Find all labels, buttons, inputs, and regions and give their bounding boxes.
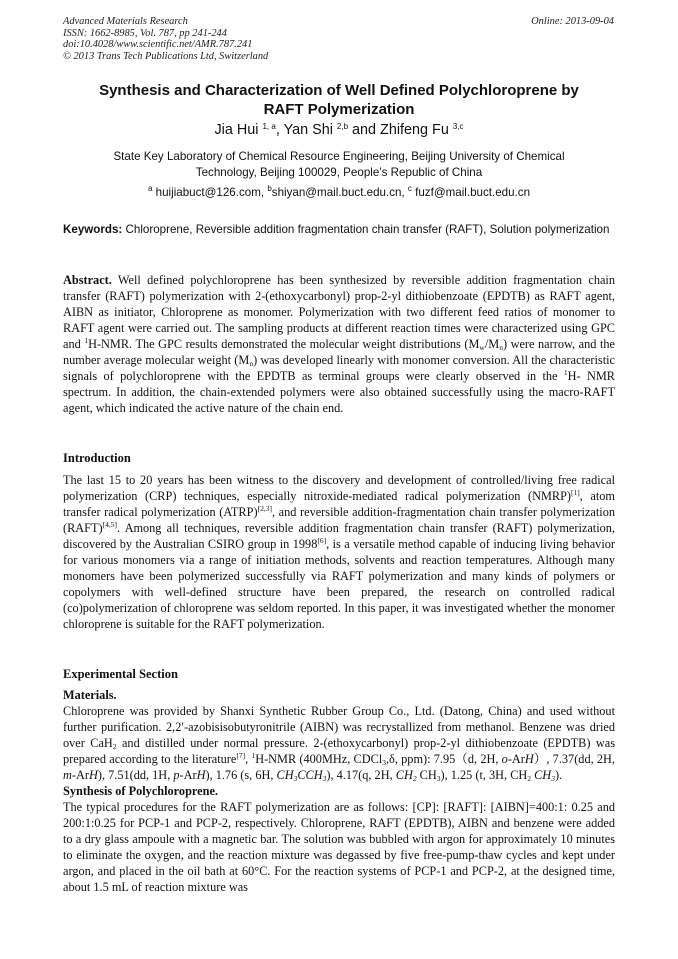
email-marker-c: c (407, 184, 412, 193)
materials-paragraph (63, 703, 615, 783)
citation-ref: [2,3] (257, 504, 272, 513)
affiliation-line-2: Technology, Beijing 100029, People’s Republic of China (195, 166, 483, 179)
abstract-text: /M (484, 337, 500, 351)
materials-italic: CH (395, 768, 413, 782)
materials-italic: p (173, 768, 180, 782)
affiliation-line-1: State Key Laboratory of Chemical Resource Engineering, Beijing University of Chemical (113, 150, 565, 163)
abstract-label: Abstract. (63, 273, 112, 287)
email-marker-b: b (267, 184, 272, 193)
affiliation (63, 149, 615, 181)
intro-text: The last 15 to 20 years has been witness to the discovery and development of controlled/living free radical polymerization (CRP) techniques, especially nitroxide-mediated radical polymerization (NMRP) (63, 473, 615, 503)
intro-text: , atom transfer radical polymerization (ATRP) (63, 489, 615, 519)
author-separator: and (348, 122, 381, 138)
citation-ref: [4,5] (102, 520, 117, 529)
keywords-label: Keywords: (63, 223, 123, 236)
materials-text: ）, 7.37(dd, 2H, (533, 752, 615, 766)
paper-title (63, 81, 615, 119)
abstract-sup: 1 (84, 336, 89, 345)
email-a: huijiabuct@126.com, (152, 186, 268, 199)
materials-text: -Ar (507, 752, 525, 766)
author-separator: , (275, 122, 284, 138)
materials-text: , (245, 752, 252, 766)
abstract-text: H-NMR. The GPC results demonstrated the molecular weight distributions (M (88, 337, 480, 351)
keywords-text: Chloroprene, Reversible addition fragmentation chain transfer (RAFT), Solution polymerization (122, 223, 610, 236)
author-2-affil: 2,b (336, 122, 349, 131)
materials-sup: 1 (251, 751, 256, 760)
materials-italic: o (501, 752, 508, 766)
materials-sub: 2 (412, 774, 417, 783)
journal-name: Advanced Materials Research (63, 16, 188, 27)
materials-italic: H (88, 768, 98, 782)
title-line-1: Synthesis and Characterization of Well Defined Polychloroprene by (99, 82, 579, 99)
citation-ref: [1] (571, 488, 580, 497)
citation-ref: [6] (317, 536, 327, 545)
author-list (63, 121, 615, 139)
materials-text: ), 1.76 (s, 6H, (205, 768, 277, 782)
author-3: Zhifeng Fu (380, 122, 449, 138)
email-b: shiyan@mail.buct.edu.cn, (271, 186, 408, 199)
materials-sub: 3 (293, 774, 298, 783)
materials-text: ), 7.51(dd, 1H, (97, 768, 174, 782)
journal-header (63, 16, 268, 62)
author-1-affil: 1, a (262, 122, 276, 131)
abstract-block (63, 272, 615, 416)
email-marker-a: a (147, 184, 153, 193)
abstract-sub: n (499, 343, 503, 352)
materials-italic: H (524, 752, 534, 766)
abstract-text: Well defined polychloroprene has been synthesized by reversible addition fragmentation chain transfer (RAFT) polymerization with 2-(ethoxycarbonyl) prop-2-yl dithiobenzoate (EPDTB) as RAFT agent, AIBN as initiator, Chloroprene as monomer. Polymerization with two different feed ratios of monomer to RAFT agent were carried out. The sampling products at different reaction times were characterized using GPC and (63, 273, 615, 351)
materials-sub: 2 (112, 742, 117, 751)
materials-sub: 3 (436, 774, 441, 783)
materials-text: -Ar (179, 768, 197, 782)
title-line-2: RAFT Polymerization (263, 101, 415, 118)
materials-text: and distilled under normal pressure. 2-(ethoxycarbonyl) prop-2-yl dithiobenzoate (EPDTB) was prepared according to the literature (63, 736, 615, 766)
materials-sub: 2 (527, 774, 532, 783)
materials-text: CH (416, 768, 437, 782)
author-1: Jia Hui (214, 122, 259, 138)
abstract-text: ) was developed linearly with monomer conversion. All the characteristic signals of polychloroprene with the EPDTB as terminal groups were clearly observed in the (63, 353, 616, 383)
materials-sub: 3 (322, 774, 327, 783)
author-3-affil: 3,c (452, 122, 464, 131)
materials-text: ), 4.17(q, 2H, (326, 768, 396, 782)
materials-text: -Ar (71, 768, 89, 782)
abstract-sub: n (249, 359, 254, 368)
author-emails (63, 186, 615, 200)
keywords-block (63, 223, 615, 237)
intro-text: , and reversible addition-fragmentation chain transfer polymerization (RAFT) (63, 505, 615, 535)
synthesis-heading: Synthesis of Polychloroprene. (63, 784, 218, 798)
abstract-text: H- NMR spectrum. In addition, the chain-extended polymers were also obtained successfully using the macro-RAFT agent, which indicated the active nature of the chain end. (63, 369, 615, 415)
materials-sub: 3 (551, 774, 555, 783)
materials-italic: H (196, 768, 206, 782)
email-c: fuzf@mail.buct.edu.cn (411, 186, 531, 199)
materials-italic: CH (534, 768, 552, 782)
abstract-text: ) were narrow, and the number average molecular weight (M (63, 337, 615, 367)
materials-italic: CCH (297, 768, 323, 782)
introduction-heading: Introduction (63, 451, 131, 465)
materials-text: ,δ, ppm): 7.95（d, 2H, (385, 752, 502, 766)
experimental-heading: Experimental Section (63, 667, 178, 681)
synthesis-paragraph: The typical procedures for the RAFT polymerization are as follows: [CP]: [RAFT]: [AIBN]=400:1: 0.25 and 200:1:0.25 for PCP-1 and PCP-2, respectively. Chloroprene, RAFT (EPDTB), AIBN and benzene were added to a dry glass ampoule with a magnetic bar. The solution was bubbled with argon for approximately 10 minutes to eliminate the oxygen, and the reaction mixture was degassed by five free-pump-thaw cycles and kept under argon, and placed in the oil bath at 60°C. For the reaction systems of PCP-1 and PCP-2, at the designed time, about 1.5 mL of reaction mixture was (63, 800, 615, 894)
intro-text: , is a versatile method capable of inducing living behavior for various monomers via a range of initiation methods, solvents and reaction temperatures. Although many monomers have been polymerized successfully via RAFT polymerization and many kinds of polymers or copolymers with well-defined structure have been prepared, the research on controlled radical (co)polymerization of chloroprene was seldom reported. In this paper, it was investigated whether the monomer chloroprene is suitable for the RAFT polymerization. (63, 537, 615, 631)
intro-text: . Among all techniques, reversible addition fragmentation chain transfer (RAFT) polymerization, discovered by the Australian CSIRO group in 1998 (63, 521, 615, 551)
materials-italic: CH (276, 768, 294, 782)
issn-line: ISSN: 1662-8985, Vol. 787, pp 241-244 (63, 27, 227, 39)
copyright-line: © 2013 Trans Tech Publications Ltd, Switzerland (63, 50, 269, 62)
materials-sub: 3 (382, 758, 386, 767)
materials-text: ), 1.25 (t, 3H, CH (440, 768, 528, 782)
introduction-paragraph (63, 472, 615, 632)
experimental-body (63, 687, 615, 895)
abstract-sup: 1 (563, 368, 568, 377)
citation-ref: [7] (236, 751, 246, 760)
abstract-sub: w (479, 343, 485, 352)
materials-text: Chloroprene was provided by Shanxi Synthetic Rubber Group Co., Ltd. (Datong, China) and used without further purification. 2,2′-azobisisobutyronitrile (AIBN) was recrystallized from methanol. Benzene was dried over CaH (63, 704, 615, 750)
materials-text: ). (554, 768, 563, 782)
materials-heading: Materials. (63, 688, 117, 702)
online-date: Online: 2013-09-04 (531, 16, 614, 27)
doi-line: doi:10.4028/www.scientific.net/AMR.787.241 (63, 39, 253, 51)
materials-text: H-NMR (400MHz, CDCl (255, 752, 383, 766)
author-2: Yan Shi (283, 122, 333, 138)
materials-italic: m (63, 768, 72, 782)
